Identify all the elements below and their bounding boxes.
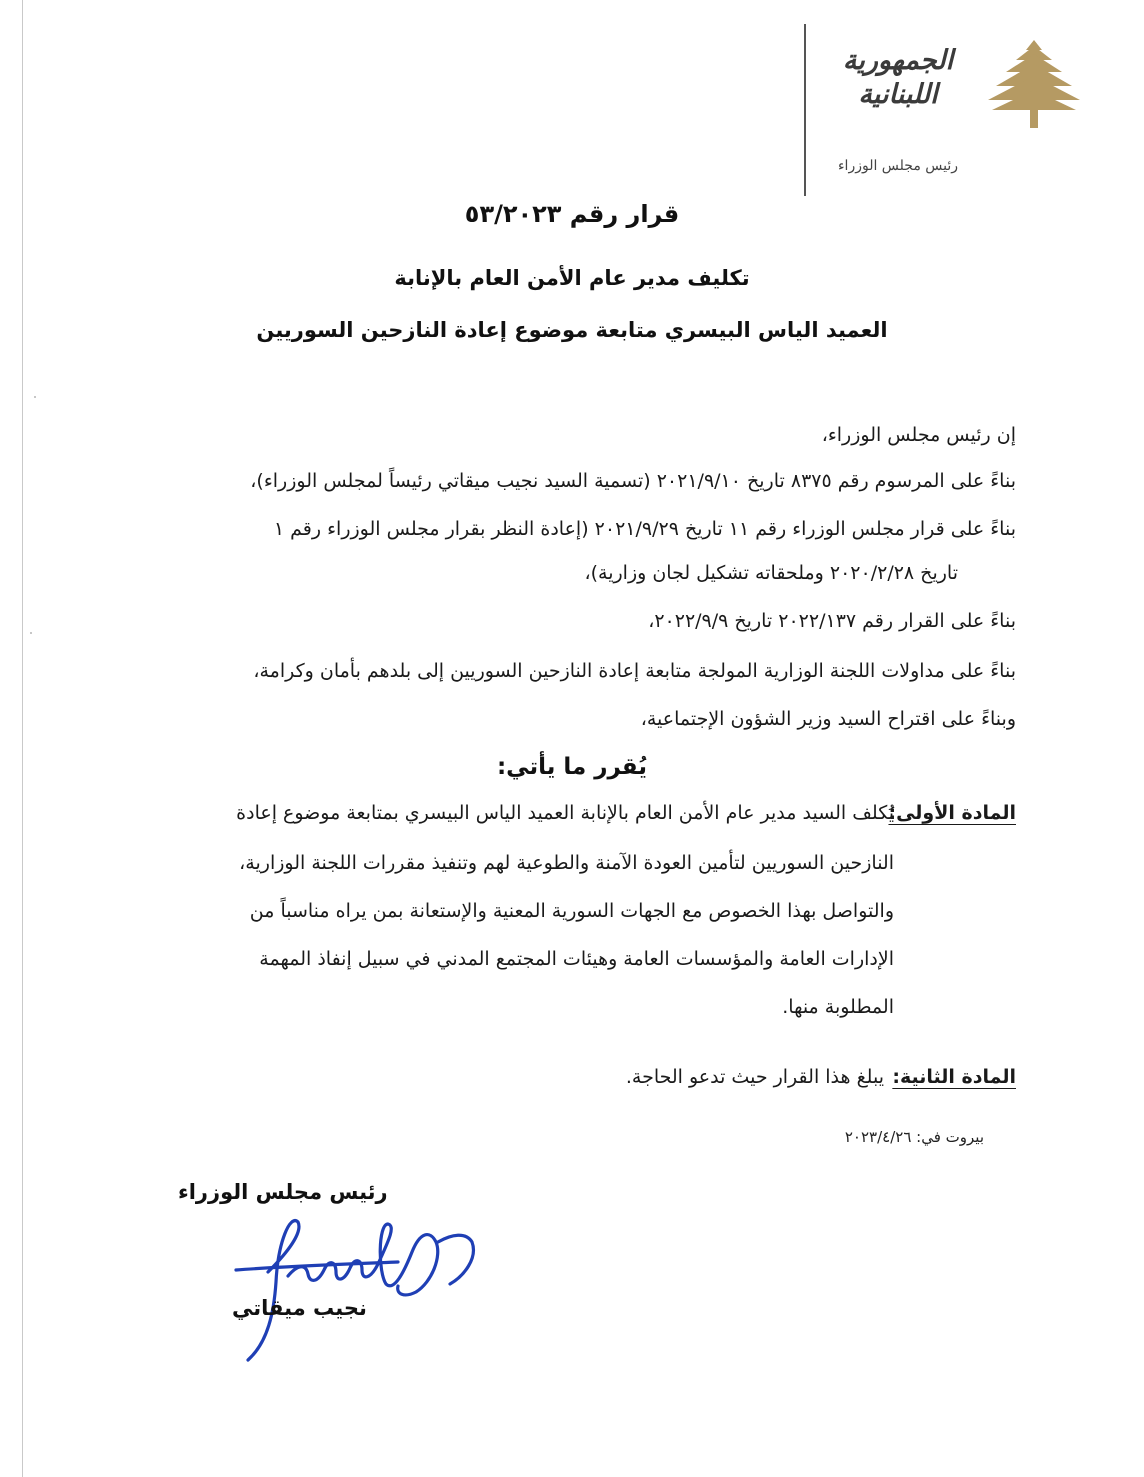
article-1-line: المطلوبة منها.: [782, 996, 894, 1018]
article-1-line: والتواصل بهذا الخصوص مع الجهات السورية المعنية والإستعانة بمن يراه مناسباً من: [249, 900, 894, 922]
preamble-line: إن رئيس مجلس الوزراء،: [821, 424, 1016, 446]
republic-logotype: [828, 44, 968, 112]
decision-title-line-2: العميد الياس البيسري متابعة موضوع إعادة النازحين السوريين: [256, 318, 888, 342]
article-1-label: [888, 798, 1016, 828]
article-1-line: الإدارات العامة والمؤسسات العامة وهيئات المجتمع المدني في سبيل إنفاذ المهمة: [259, 948, 894, 970]
preamble-line: وبناءً على اقتراح السيد وزير الشؤون الإجتماعية،: [640, 708, 1016, 730]
article-1-line: يُكلف السيد مدير عام الأمن العام بالإنابة العميد الياس البيسري بمتابعة موضوع إعادة: [236, 802, 894, 824]
republic-line-1: الجمهورية: [842, 45, 954, 76]
date-line: بيروت في: ٢٠٢٣/٤/٢٦: [844, 1128, 984, 1146]
signatory-name: نجيب ميقاتي: [232, 1296, 367, 1320]
scan-speck: [34, 396, 36, 398]
republic-line-2: اللبنانية: [858, 79, 938, 110]
preamble-line: بناءً على مداولات اللجنة الوزارية المولجة متابعة إعادة النازحين السوريين إلى بلدهم بأمان وكرامة،: [253, 660, 1016, 682]
scan-speck: [30, 632, 32, 634]
preamble-line: تاريخ ٢٠٢٠/٢/٢٨ وملحقاته تشكيل لجان وزارية)،: [584, 562, 958, 584]
office-title: رئيس مجلس الوزراء: [837, 158, 959, 174]
cedar-tree-icon: [986, 38, 1082, 130]
preamble-line: بناءً على المرسوم رقم ٨٣٧٥ تاريخ ٢٠٢١/٩/١٠ (تسمية السيد نجيب ميقاتي رئيساً لمجلس الوزراء)،: [250, 470, 1016, 492]
preamble-line: بناءً على القرار رقم ٢٠٢٢/١٣٧ تاريخ ٢٠٢٢/٩/٩،: [648, 610, 1016, 632]
signatory-title: رئيس مجلس الوزراء: [178, 1180, 388, 1204]
handwritten-signature: [228, 1212, 488, 1362]
decision-number: قرار رقم ٥٣/٢٠٢٣: [464, 200, 680, 228]
article-label: المادة الثانية:: [892, 1066, 1016, 1088]
header-divider: [804, 24, 806, 196]
decision-title-line-1: تكليف مدير عام الأمن العام بالإنابة: [394, 266, 750, 290]
article-2-label: [892, 1062, 1016, 1092]
article-label: المادة الأولى:: [888, 802, 1016, 824]
decides-heading: يُقرر ما يأتي:: [496, 754, 647, 780]
preamble-line: بناءً على قرار مجلس الوزراء رقم ١١ تاريخ ٢٠٢١/٩/٢٩ (إعادة النظر بقرار مجلس الوزراء رقم ١: [273, 518, 1016, 540]
article-1-line: النازحين السوريين لتأمين العودة الآمنة والطوعية لهم وتنفيذ مقررات اللجنة الوزارية،: [239, 852, 894, 874]
article-2-text: يبلغ هذا القرار حيث تدعو الحاجة.: [625, 1066, 884, 1088]
